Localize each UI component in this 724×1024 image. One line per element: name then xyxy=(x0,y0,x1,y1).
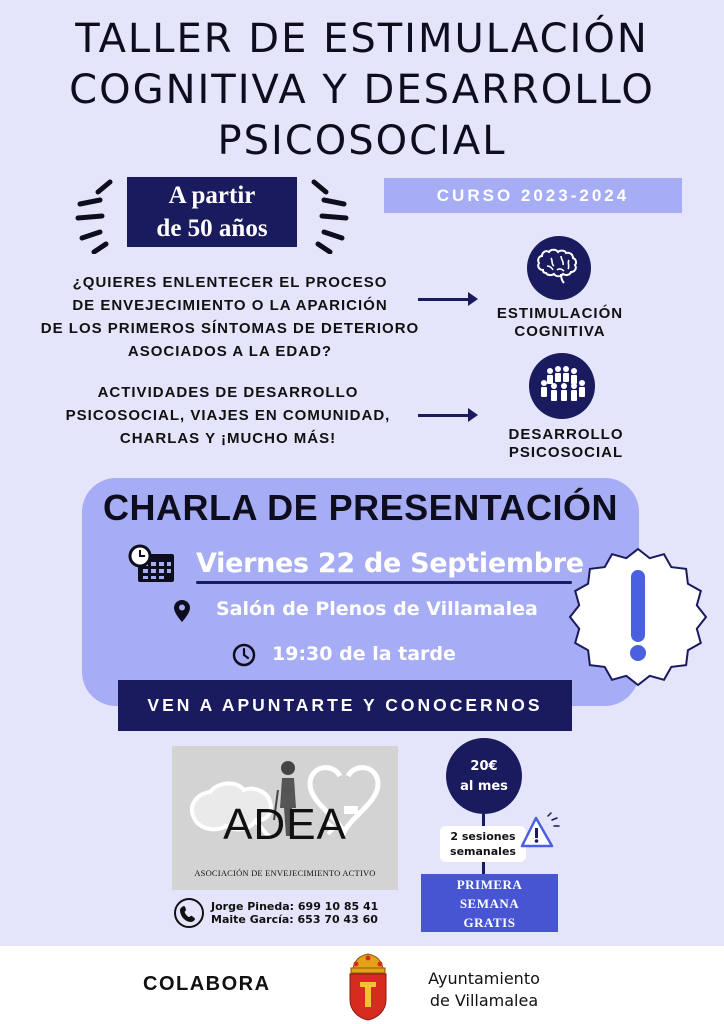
sessions-line-2: semanales xyxy=(450,845,516,858)
presentation-heading: CHARLA DE PRESENTACIÓN xyxy=(102,487,619,528)
pillar-2-line-1: DESARROLLO xyxy=(508,426,624,443)
activities-line-3: CHARLAS Y ¡MUCHO MÁS! xyxy=(119,430,337,447)
date-underline xyxy=(196,581,572,584)
people-group-icon xyxy=(529,353,595,419)
question-line-1: ¿QUIERES ENLENTECER EL PROCESO xyxy=(72,274,388,291)
burst-left-icon xyxy=(72,174,122,254)
free-week-line-2: SEMANA xyxy=(459,896,520,911)
price-period: al mes xyxy=(460,779,508,794)
ayuntamiento-line-2: de Villamalea xyxy=(429,991,539,1010)
presentation-date: Viernes 22 de Septiembre xyxy=(196,548,584,579)
colabora-label: COLABORA xyxy=(143,973,271,995)
free-week-line-3: GRATIS xyxy=(463,915,516,930)
age-badge-line-1: A partir xyxy=(168,182,256,209)
activities-text xyxy=(30,381,426,450)
age-badge xyxy=(127,177,297,247)
arrow-right-icon xyxy=(418,298,474,301)
exclamation-badge-icon xyxy=(567,546,709,688)
question-line-4: ASOCIADOS A LA EDAD? xyxy=(127,343,333,360)
contact-maite: Maite García: 653 70 43 60 xyxy=(211,913,378,926)
free-week-line-1: PRIMERA xyxy=(456,877,523,892)
presentation-place: Salón de Plenos de Villamalea xyxy=(216,598,538,620)
activities-line-2: PSICOSOCIAL, VIAJES EN COMUNIDAD, xyxy=(65,407,391,424)
question-line-2: DE ENVEJECIMIENTO O LA APARICIÓN xyxy=(72,297,388,314)
title-line-2: COGNITIVA Y DESARROLLO xyxy=(69,67,655,113)
pillar-label-psychosocial xyxy=(490,426,642,462)
brain-icon xyxy=(527,236,591,300)
ayuntamiento-line-1: Ayuntamiento xyxy=(428,969,540,988)
page-title xyxy=(0,14,724,167)
price-amount: 20€ xyxy=(470,759,498,774)
pillar-1-line-2: COGNITIVA xyxy=(514,323,606,340)
contact-jorge: Jorge Pineda: 699 10 85 41 xyxy=(211,900,379,913)
villamalea-coat-of-arms-icon xyxy=(345,948,391,1022)
arrow-right-icon xyxy=(418,414,474,417)
title-line-3: PSICOSOCIAL xyxy=(217,118,507,164)
phone-icon xyxy=(174,898,204,928)
presentation-time: 19:30 de la tarde xyxy=(272,643,456,665)
activities-line-1: ACTIVIDADES DE DESARROLLO xyxy=(97,384,359,401)
question-line-3: DE LOS PRIMEROS SÍNTOMAS DE DETERIORO xyxy=(40,320,420,337)
free-week-badge xyxy=(421,874,558,932)
title-line-1: TALLER DE ESTIMULACIÓN xyxy=(75,16,649,62)
price-badge xyxy=(446,738,522,814)
burst-right-icon xyxy=(302,174,352,254)
signup-banner: VEN A APUNTARTE Y CONOCERNOS xyxy=(118,680,572,731)
clock-icon xyxy=(232,643,256,667)
pillar-2-line-2: PSICOSOCIAL xyxy=(508,444,624,461)
age-badge-line-2: de 50 años xyxy=(156,215,268,242)
contact-list xyxy=(211,900,378,926)
warning-triangle-icon xyxy=(518,810,562,854)
ayuntamiento-label xyxy=(418,968,550,1012)
calendar-clock-icon xyxy=(128,544,176,584)
sessions-line-1: 2 sesiones xyxy=(450,830,516,843)
course-badge: CURSO 2023-2024 xyxy=(384,178,682,213)
adea-name: ADEA xyxy=(223,800,347,849)
adea-subtitle: ASOCIACIÓN DE ENVEJECIMIENTO ACTIVO xyxy=(194,868,376,878)
pillar-1-line-1: ESTIMULACIÓN xyxy=(496,305,624,322)
sessions-badge xyxy=(440,826,526,862)
question-text xyxy=(30,271,430,363)
location-pin-icon xyxy=(173,599,191,623)
pillar-label-cognitive xyxy=(484,305,636,341)
